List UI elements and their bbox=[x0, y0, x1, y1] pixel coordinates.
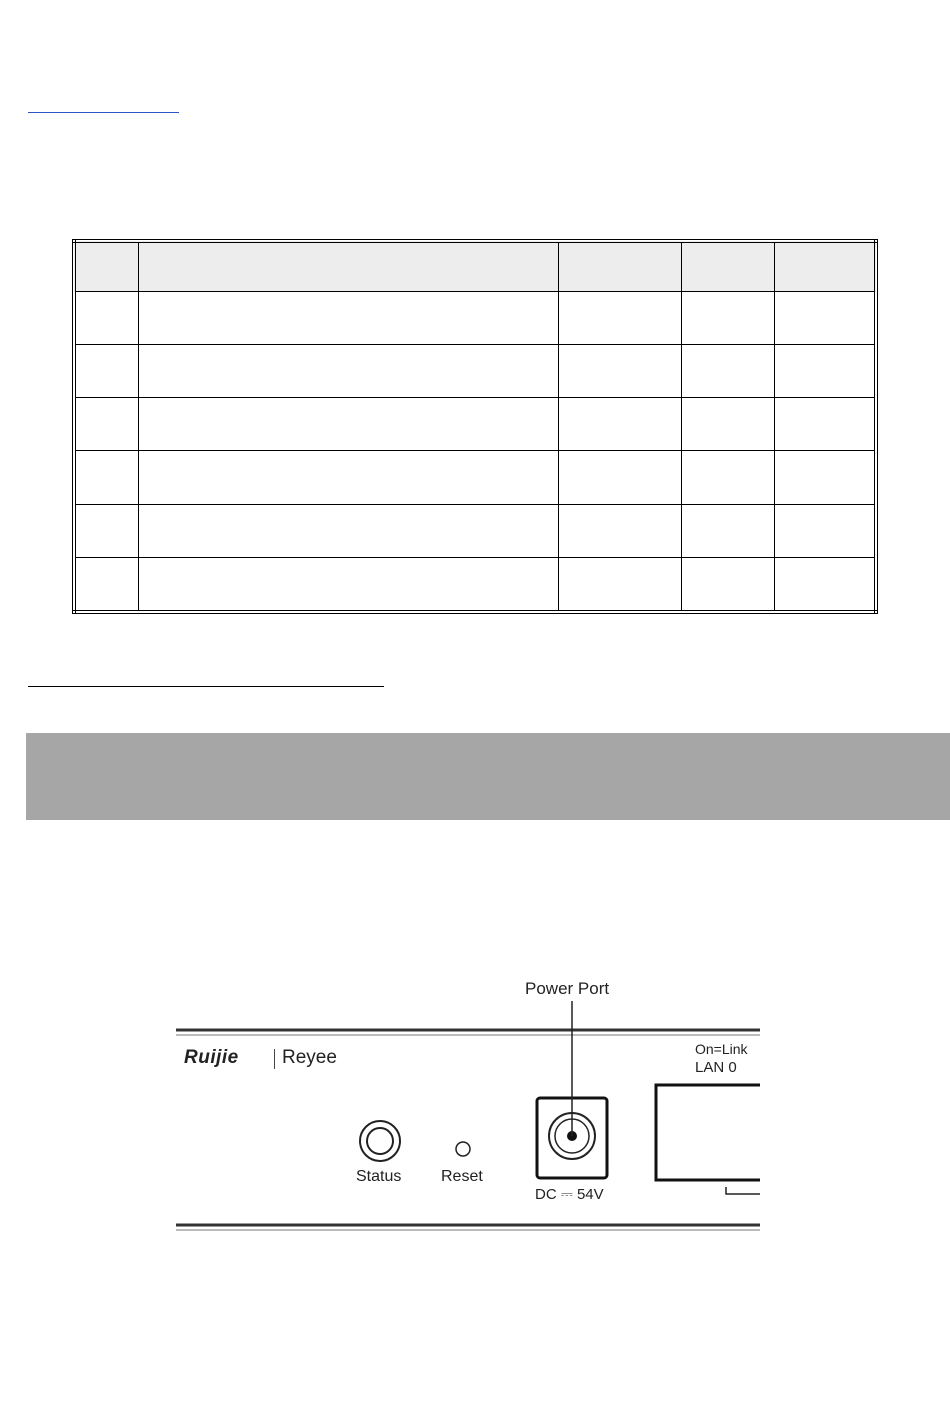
table-row bbox=[74, 557, 876, 612]
port-mode-label: On=Link bbox=[695, 1041, 748, 1057]
table-cell bbox=[681, 451, 774, 504]
brand-separator bbox=[274, 1049, 275, 1069]
lan-port-clip bbox=[726, 1187, 760, 1194]
table-cell bbox=[681, 504, 774, 557]
device-panel-drawing bbox=[170, 975, 770, 1245]
brand-reyee-logo: Reyee bbox=[282, 1047, 337, 1068]
table-cell bbox=[681, 398, 774, 451]
spec-table-container bbox=[72, 239, 878, 614]
table-cell bbox=[774, 504, 876, 557]
table-cell bbox=[138, 398, 558, 451]
table-row bbox=[74, 504, 876, 557]
table-cell bbox=[138, 345, 558, 398]
power-rating-label: DC ⎓ 54V bbox=[535, 1186, 604, 1203]
lan-port-outline bbox=[656, 1085, 760, 1180]
section-underline bbox=[28, 686, 384, 687]
table-row bbox=[74, 292, 876, 345]
table-header-cell bbox=[681, 241, 774, 292]
table-cell bbox=[558, 398, 681, 451]
table-row bbox=[74, 451, 876, 504]
table-cell bbox=[774, 398, 876, 451]
table-cell bbox=[681, 557, 774, 612]
hyperlink-underline[interactable] bbox=[28, 112, 179, 113]
table-cell bbox=[558, 292, 681, 345]
table-row bbox=[74, 398, 876, 451]
table-cell bbox=[138, 504, 558, 557]
spec-table bbox=[72, 239, 878, 614]
table-cell bbox=[681, 345, 774, 398]
table-cell bbox=[74, 451, 138, 504]
table-cell bbox=[681, 292, 774, 345]
reset-label: Reset bbox=[441, 1168, 483, 1185]
table-header-cell bbox=[558, 241, 681, 292]
table-header-row bbox=[74, 241, 876, 292]
table-cell bbox=[138, 451, 558, 504]
table-cell bbox=[138, 557, 558, 612]
reset-pinhole-icon bbox=[456, 1142, 470, 1156]
power-port-callout: Power Port bbox=[525, 979, 610, 998]
table-header-cell bbox=[74, 241, 138, 292]
section-heading-bar bbox=[26, 733, 950, 820]
table-cell bbox=[74, 504, 138, 557]
table-cell bbox=[558, 504, 681, 557]
table-row bbox=[74, 345, 876, 398]
table-cell bbox=[558, 345, 681, 398]
table-cell bbox=[74, 292, 138, 345]
table-cell bbox=[774, 292, 876, 345]
table-cell bbox=[74, 345, 138, 398]
table-header-cell bbox=[774, 241, 876, 292]
page-top-edge bbox=[0, 0, 950, 1]
table-cell bbox=[774, 451, 876, 504]
table-cell bbox=[74, 557, 138, 612]
table-cell bbox=[138, 292, 558, 345]
lan-port-label: LAN 0 bbox=[695, 1059, 737, 1076]
table-cell bbox=[558, 451, 681, 504]
table-cell bbox=[774, 557, 876, 612]
table-cell bbox=[774, 345, 876, 398]
device-front-panel-figure bbox=[170, 975, 770, 1245]
brand-ruijie-logo: Ruijie bbox=[184, 1047, 239, 1068]
status-led-inner-icon bbox=[367, 1128, 393, 1154]
status-label: Status bbox=[356, 1168, 402, 1185]
table-cell bbox=[558, 557, 681, 612]
table-cell bbox=[74, 398, 138, 451]
table-header-cell bbox=[138, 241, 558, 292]
